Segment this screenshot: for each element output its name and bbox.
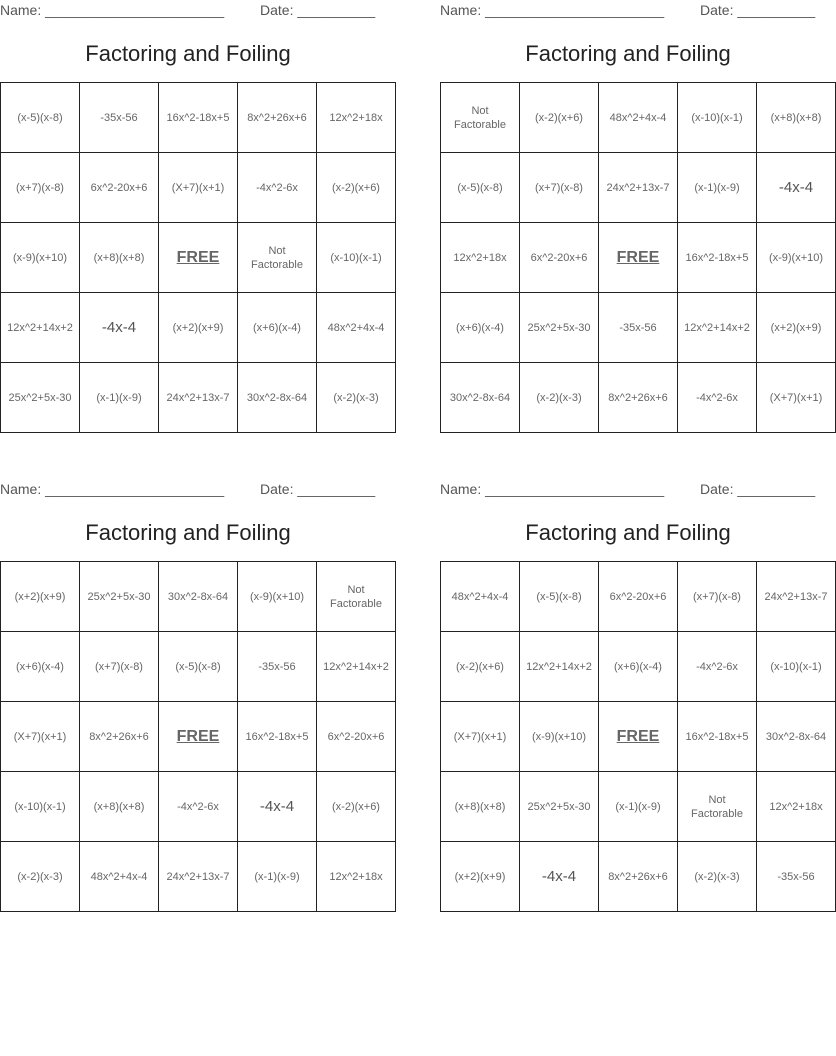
bingo-cell: 16x^2-18x+5: [678, 702, 757, 772]
bingo-cell: (x+2)(x+9): [757, 293, 836, 363]
grid-row: [441, 153, 836, 223]
grid-row: [441, 562, 836, 632]
bingo-cell: 16x^2-18x+5: [678, 223, 757, 293]
bingo-cell: 16x^2-18x+5: [238, 702, 317, 772]
bingo-cell: 12x^2+14x+2: [678, 293, 757, 363]
bingo-cell: 30x^2-8x-64: [238, 363, 317, 433]
bingo-cell: -35x-56: [238, 632, 317, 702]
bingo-cell: (x-1)(x-9): [80, 363, 159, 433]
bingo-cell: (x+7)(x-8): [678, 562, 757, 632]
bingo-cell: (x-9)(x+10): [238, 562, 317, 632]
bingo-cell: 25x^2+5x-30: [1, 363, 80, 433]
bingo-cell: (x+2)(x+9): [441, 842, 520, 912]
bingo-cell: (x-1)(x-9): [678, 153, 757, 223]
bingo-grid: [0, 561, 396, 912]
bingo-cell: 12x^2+14x+2: [317, 632, 396, 702]
grid-row: [1, 702, 396, 772]
bingo-cell: -35x-56: [599, 293, 678, 363]
bingo-cell: (X+7)(x+1): [159, 153, 238, 223]
bingo-cell: (x+2)(x+9): [1, 562, 80, 632]
grid-row: [1, 562, 396, 632]
bingo-cell: -35x-56: [80, 83, 159, 153]
bingo-cell: (x+7)(x-8): [1, 153, 80, 223]
bingo-cell: (x+8)(x+8): [80, 772, 159, 842]
bingo-cell: 30x^2-8x-64: [757, 702, 836, 772]
bingo-cell: 12x^2+18x: [757, 772, 836, 842]
bingo-cell: 8x^2+26x+6: [599, 363, 678, 433]
bingo-cell: 24x^2+13x-7: [159, 842, 238, 912]
bingo-cell: (x-9)(x+10): [520, 702, 599, 772]
grid-row: [1, 363, 396, 433]
bingo-cell: FREE: [159, 223, 238, 293]
bingo-cell: Not Factorable: [238, 223, 317, 293]
grid-row: [1, 293, 396, 363]
date-line: Date: __________: [260, 481, 376, 497]
bingo-cell: (x-9)(x+10): [1, 223, 80, 293]
grid-row: [1, 83, 396, 153]
bingo-grid: [0, 82, 396, 433]
bingo-cell: (X+7)(x+1): [1, 702, 80, 772]
bingo-cell: 8x^2+26x+6: [80, 702, 159, 772]
bingo-cell: 48x^2+4x-4: [599, 83, 678, 153]
name-line: Name: _______________________: [0, 481, 225, 497]
bingo-cell: FREE: [599, 702, 678, 772]
bingo-cell: (x+6)(x-4): [238, 293, 317, 363]
bingo-cell: (x-5)(x-8): [159, 632, 238, 702]
bingo-cell: (x+7)(x-8): [520, 153, 599, 223]
name-line: Name: _______________________: [0, 2, 225, 18]
card-title: Factoring and Foiling: [85, 520, 291, 545]
bingo-cell: (x+8)(x+8): [441, 772, 520, 842]
bingo-cell: -35x-56: [757, 842, 836, 912]
bingo-cell: 30x^2-8x-64: [441, 363, 520, 433]
bingo-card-2: [440, 0, 824, 436]
name-line: Name: _______________________: [440, 2, 665, 18]
bingo-cell: -4x-4: [238, 772, 317, 842]
bingo-cell: 25x^2+5x-30: [520, 772, 599, 842]
bingo-cell: (x-10)(x-1): [317, 223, 396, 293]
bingo-cell: 24x^2+13x-7: [599, 153, 678, 223]
bingo-cell: (x-2)(x+6): [520, 83, 599, 153]
bingo-cell: Not Factorable: [317, 562, 396, 632]
bingo-cell: 16x^2-18x+5: [159, 83, 238, 153]
bingo-cell: (x+6)(x-4): [1, 632, 80, 702]
bingo-cell: 25x^2+5x-30: [520, 293, 599, 363]
bingo-cell: -4x-4: [757, 153, 836, 223]
bingo-cell: -4x^2-6x: [238, 153, 317, 223]
bingo-cell: (x-2)(x-3): [520, 363, 599, 433]
bingo-cell: 6x^2-20x+6: [599, 562, 678, 632]
grid-row: [441, 702, 836, 772]
bingo-cell: (x-2)(x-3): [1, 842, 80, 912]
bingo-cell: 25x^2+5x-30: [80, 562, 159, 632]
bingo-cell: 6x^2-20x+6: [520, 223, 599, 293]
bingo-card-3: [0, 479, 389, 915]
date-line: Date: __________: [700, 481, 816, 497]
bingo-cell: -4x-4: [80, 293, 159, 363]
bingo-cell: (x-2)(x+6): [317, 153, 396, 223]
bingo-cell: 12x^2+14x+2: [1, 293, 80, 363]
grid-row: [441, 83, 836, 153]
bingo-cell: 48x^2+4x-4: [80, 842, 159, 912]
bingo-cell: -4x-4: [520, 842, 599, 912]
bingo-cell: 30x^2-8x-64: [159, 562, 238, 632]
bingo-cell: (x-5)(x-8): [520, 562, 599, 632]
bingo-cell: (x+6)(x-4): [599, 632, 678, 702]
bingo-cell: 6x^2-20x+6: [80, 153, 159, 223]
bingo-cell: (x+2)(x+9): [159, 293, 238, 363]
card-title: Factoring and Foiling: [85, 41, 291, 66]
bingo-cell: (x+8)(x+8): [80, 223, 159, 293]
bingo-cell: (x-9)(x+10): [757, 223, 836, 293]
bingo-cell: -4x^2-6x: [159, 772, 238, 842]
bingo-cell: (x-1)(x-9): [599, 772, 678, 842]
grid-row: [441, 772, 836, 842]
bingo-cell: 12x^2+18x: [441, 223, 520, 293]
bingo-cell: 8x^2+26x+6: [238, 83, 317, 153]
bingo-card-1: [0, 0, 385, 436]
bingo-card-4: [440, 479, 828, 915]
bingo-cell: 8x^2+26x+6: [599, 842, 678, 912]
bingo-cell: 24x^2+13x-7: [757, 562, 836, 632]
bingo-cell: (x+7)(x-8): [80, 632, 159, 702]
bingo-cell: (x-2)(x-3): [317, 363, 396, 433]
grid-row: [441, 842, 836, 912]
bingo-cell: 12x^2+18x: [317, 842, 396, 912]
bingo-cell: 12x^2+18x: [317, 83, 396, 153]
bingo-cell: Not Factorable: [441, 83, 520, 153]
grid-row: [1, 223, 396, 293]
date-line: Date: __________: [260, 2, 376, 18]
bingo-cell: 48x^2+4x-4: [441, 562, 520, 632]
grid-row: [441, 363, 836, 433]
card-title: Factoring and Foiling: [525, 41, 731, 66]
bingo-cell: Not Factorable: [678, 772, 757, 842]
bingo-cell: (x-10)(x-1): [678, 83, 757, 153]
bingo-cell: (x-1)(x-9): [238, 842, 317, 912]
grid-row: [441, 293, 836, 363]
grid-row: [1, 153, 396, 223]
bingo-grid: [440, 561, 836, 912]
bingo-cell: (x-2)(x+6): [317, 772, 396, 842]
grid-row: [441, 632, 836, 702]
bingo-cell: -4x^2-6x: [678, 363, 757, 433]
bingo-cell: (x-10)(x-1): [1, 772, 80, 842]
grid-row: [1, 842, 396, 912]
grid-row: [441, 223, 836, 293]
grid-row: [1, 632, 396, 702]
bingo-cell: FREE: [159, 702, 238, 772]
bingo-cell: 24x^2+13x-7: [159, 363, 238, 433]
bingo-cell: 48x^2+4x-4: [317, 293, 396, 363]
date-line: Date: __________: [700, 2, 816, 18]
grid-row: [1, 772, 396, 842]
bingo-grid: [440, 82, 836, 433]
bingo-cell: 12x^2+14x+2: [520, 632, 599, 702]
bingo-cell: (X+7)(x+1): [441, 702, 520, 772]
bingo-cell: (x-5)(x-8): [441, 153, 520, 223]
bingo-cell: (x-5)(x-8): [1, 83, 80, 153]
bingo-cell: -4x^2-6x: [678, 632, 757, 702]
bingo-cell: FREE: [599, 223, 678, 293]
name-line: Name: _______________________: [440, 481, 665, 497]
bingo-cell: (x+6)(x-4): [441, 293, 520, 363]
bingo-cell: (x-10)(x-1): [757, 632, 836, 702]
bingo-cell: (x-2)(x-3): [678, 842, 757, 912]
bingo-cell: (x-2)(x+6): [441, 632, 520, 702]
bingo-cell: (X+7)(x+1): [757, 363, 836, 433]
card-title: Factoring and Foiling: [525, 520, 731, 545]
bingo-cell: 6x^2-20x+6: [317, 702, 396, 772]
bingo-cell: (x+8)(x+8): [757, 83, 836, 153]
